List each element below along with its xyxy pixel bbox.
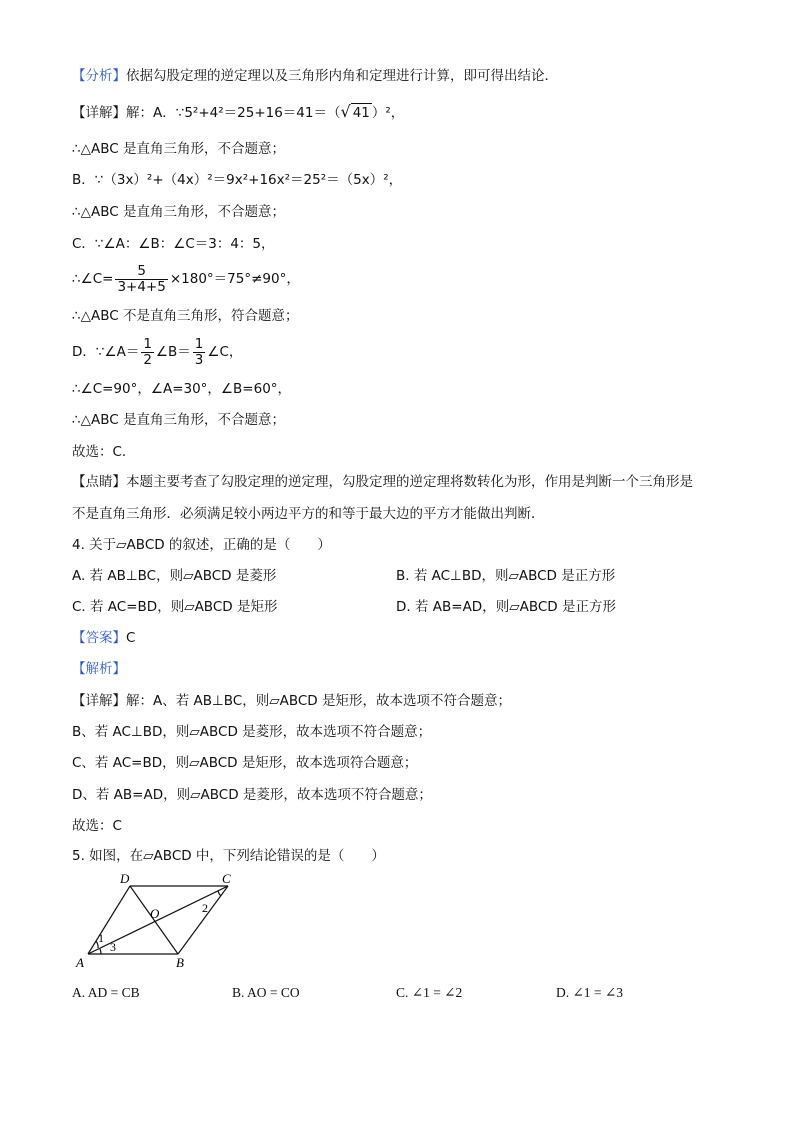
q4-detail-3: C、若 AC=BD，则▱ABCD 是矩形，故本选项符合题意； [72, 755, 418, 771]
conclusion-a: ∴△ABC 是直角三角形，不合题意； [72, 141, 285, 157]
q4-detail-tag: 【详解】 [72, 693, 126, 709]
detail-a-text: 解：A．∵5²+4²＝25+16＝41＝（ [126, 105, 341, 121]
q4-choice: 故选：C [72, 818, 122, 834]
label-angle-2: 2 [202, 901, 208, 915]
detail-tag: 【详解】 [72, 105, 126, 121]
detail-line-a [72, 103, 404, 122]
q4-answer-line [72, 629, 135, 647]
q5-option-c[interactable]: C. ∠1 = ∠2 [396, 985, 463, 1000]
detail-line-d2: ∴∠C=90°，∠A=30°，∠B=60°， [72, 381, 292, 397]
choice-line: 故选：C． [72, 444, 136, 460]
sqrt-value: 41 [352, 105, 370, 121]
fraction-c-num: 5 [115, 264, 167, 280]
q4-detail-1 [72, 692, 511, 710]
detail-line-d [72, 334, 242, 370]
detail-line-b: B．∵（3x）²+（4x）²＝9x²+16x²＝25²＝（5x）²， [72, 172, 403, 188]
q4-detail-4: D、若 AB=AD，则▱ABCD 是菱形，故本选项不符合题意； [72, 787, 432, 803]
label-O: O [150, 906, 160, 921]
q5-option-b[interactable]: B. AO = CO [232, 985, 300, 1000]
q4-option-a[interactable]: A. 若 AB⊥BC，则▱ABCD 是菱形 [72, 568, 277, 584]
q4-stem: 4. 关于▱ABCD 的叙述，正确的是（ ） [72, 537, 331, 553]
detail-line-c: C．∵∠A：∠B：∠C＝3：4：5， [72, 236, 275, 252]
comment-line-2: 不是直角三角形．必须满足较小两边平方的和等于最大边的平方才能做出判断． [72, 506, 545, 522]
fraction-d1-den: 2 [143, 351, 152, 368]
label-C: C [222, 872, 231, 886]
label-D: D [120, 872, 130, 886]
fraction-d2-num: 1 [194, 335, 204, 352]
answer-value: C [126, 630, 136, 646]
d-mid: ∠B＝ [155, 344, 191, 360]
q4-jiexi-tag: 【解析】 [72, 661, 126, 677]
label-angle-3: 3 [110, 940, 116, 954]
fraction-d1 [141, 337, 154, 368]
c2-post: ×180°＝75°≠90°， [169, 271, 300, 287]
fraction-d2 [193, 337, 206, 368]
parallelogram-figure [70, 872, 250, 972]
analysis-tag: 【分析】 [72, 68, 126, 84]
fraction-d2-den: 3 [194, 351, 204, 368]
fraction-c [115, 264, 167, 295]
q4-option-c[interactable]: C. 若 AC=BD，则▱ABCD 是矩形 [72, 599, 278, 615]
detail-a-end: ）²， [371, 105, 405, 121]
c2-pre: ∴∠C= [72, 271, 114, 287]
q4-option-d[interactable]: D. 若 AB=AD，则▱ABCD 是正方形 [396, 599, 616, 615]
q5-stem: 5. 如图，在▱ABCD 中，下列结论错误的是（ ） [72, 848, 385, 864]
conclusion-c: ∴△ABC 不是直角三角形，符合题意； [72, 308, 299, 324]
q5-option-a[interactable]: A. AD = CB [72, 985, 140, 1000]
comment-tag: 【点睛】 [72, 474, 126, 490]
fraction-d1-num: 1 [143, 335, 152, 352]
comment-text-1: 本题主要考查了勾股定理的逆定理，勾股定理的逆定理将数转化为形，作用是判断一个三角形是 [126, 474, 693, 490]
answer-tag: 【答案】 [72, 630, 126, 646]
conclusion-b: ∴△ABC 是直角三角形，不合题意； [72, 204, 285, 220]
conclusion-d: ∴△ABC 是直角三角形，不合题意； [72, 412, 285, 428]
detail-line-c2 [72, 261, 300, 297]
fraction-c-den: 3+4+5 [117, 278, 166, 295]
q4-detail-2: B、若 AC⊥BD，则▱ABCD 是菱形，故本选项不符合题意； [72, 724, 432, 740]
label-A: A [76, 955, 84, 970]
d-pre: D．∵∠A＝ [72, 344, 140, 360]
comment-line-1 [72, 473, 693, 491]
q5-option-d[interactable]: D. ∠1 = ∠3 [556, 985, 623, 1000]
label-angle-1: 1 [98, 931, 104, 945]
analysis-text: 依据勾股定理的逆定理以及三角形内角和定理进行计算，即可得出结论． [126, 68, 558, 84]
label-B: B [176, 955, 184, 970]
analysis-line [72, 67, 558, 85]
q4-detail-1-text: 解：A、若 AB⊥BC，则▱ABCD 是矩形，故本选项不符合题意； [126, 693, 511, 709]
d-post: ∠C， [207, 344, 243, 360]
sqrt-sign: √ [340, 102, 351, 121]
q4-option-b[interactable]: B. 若 AC⊥BD，则▱ABCD 是正方形 [396, 568, 616, 584]
